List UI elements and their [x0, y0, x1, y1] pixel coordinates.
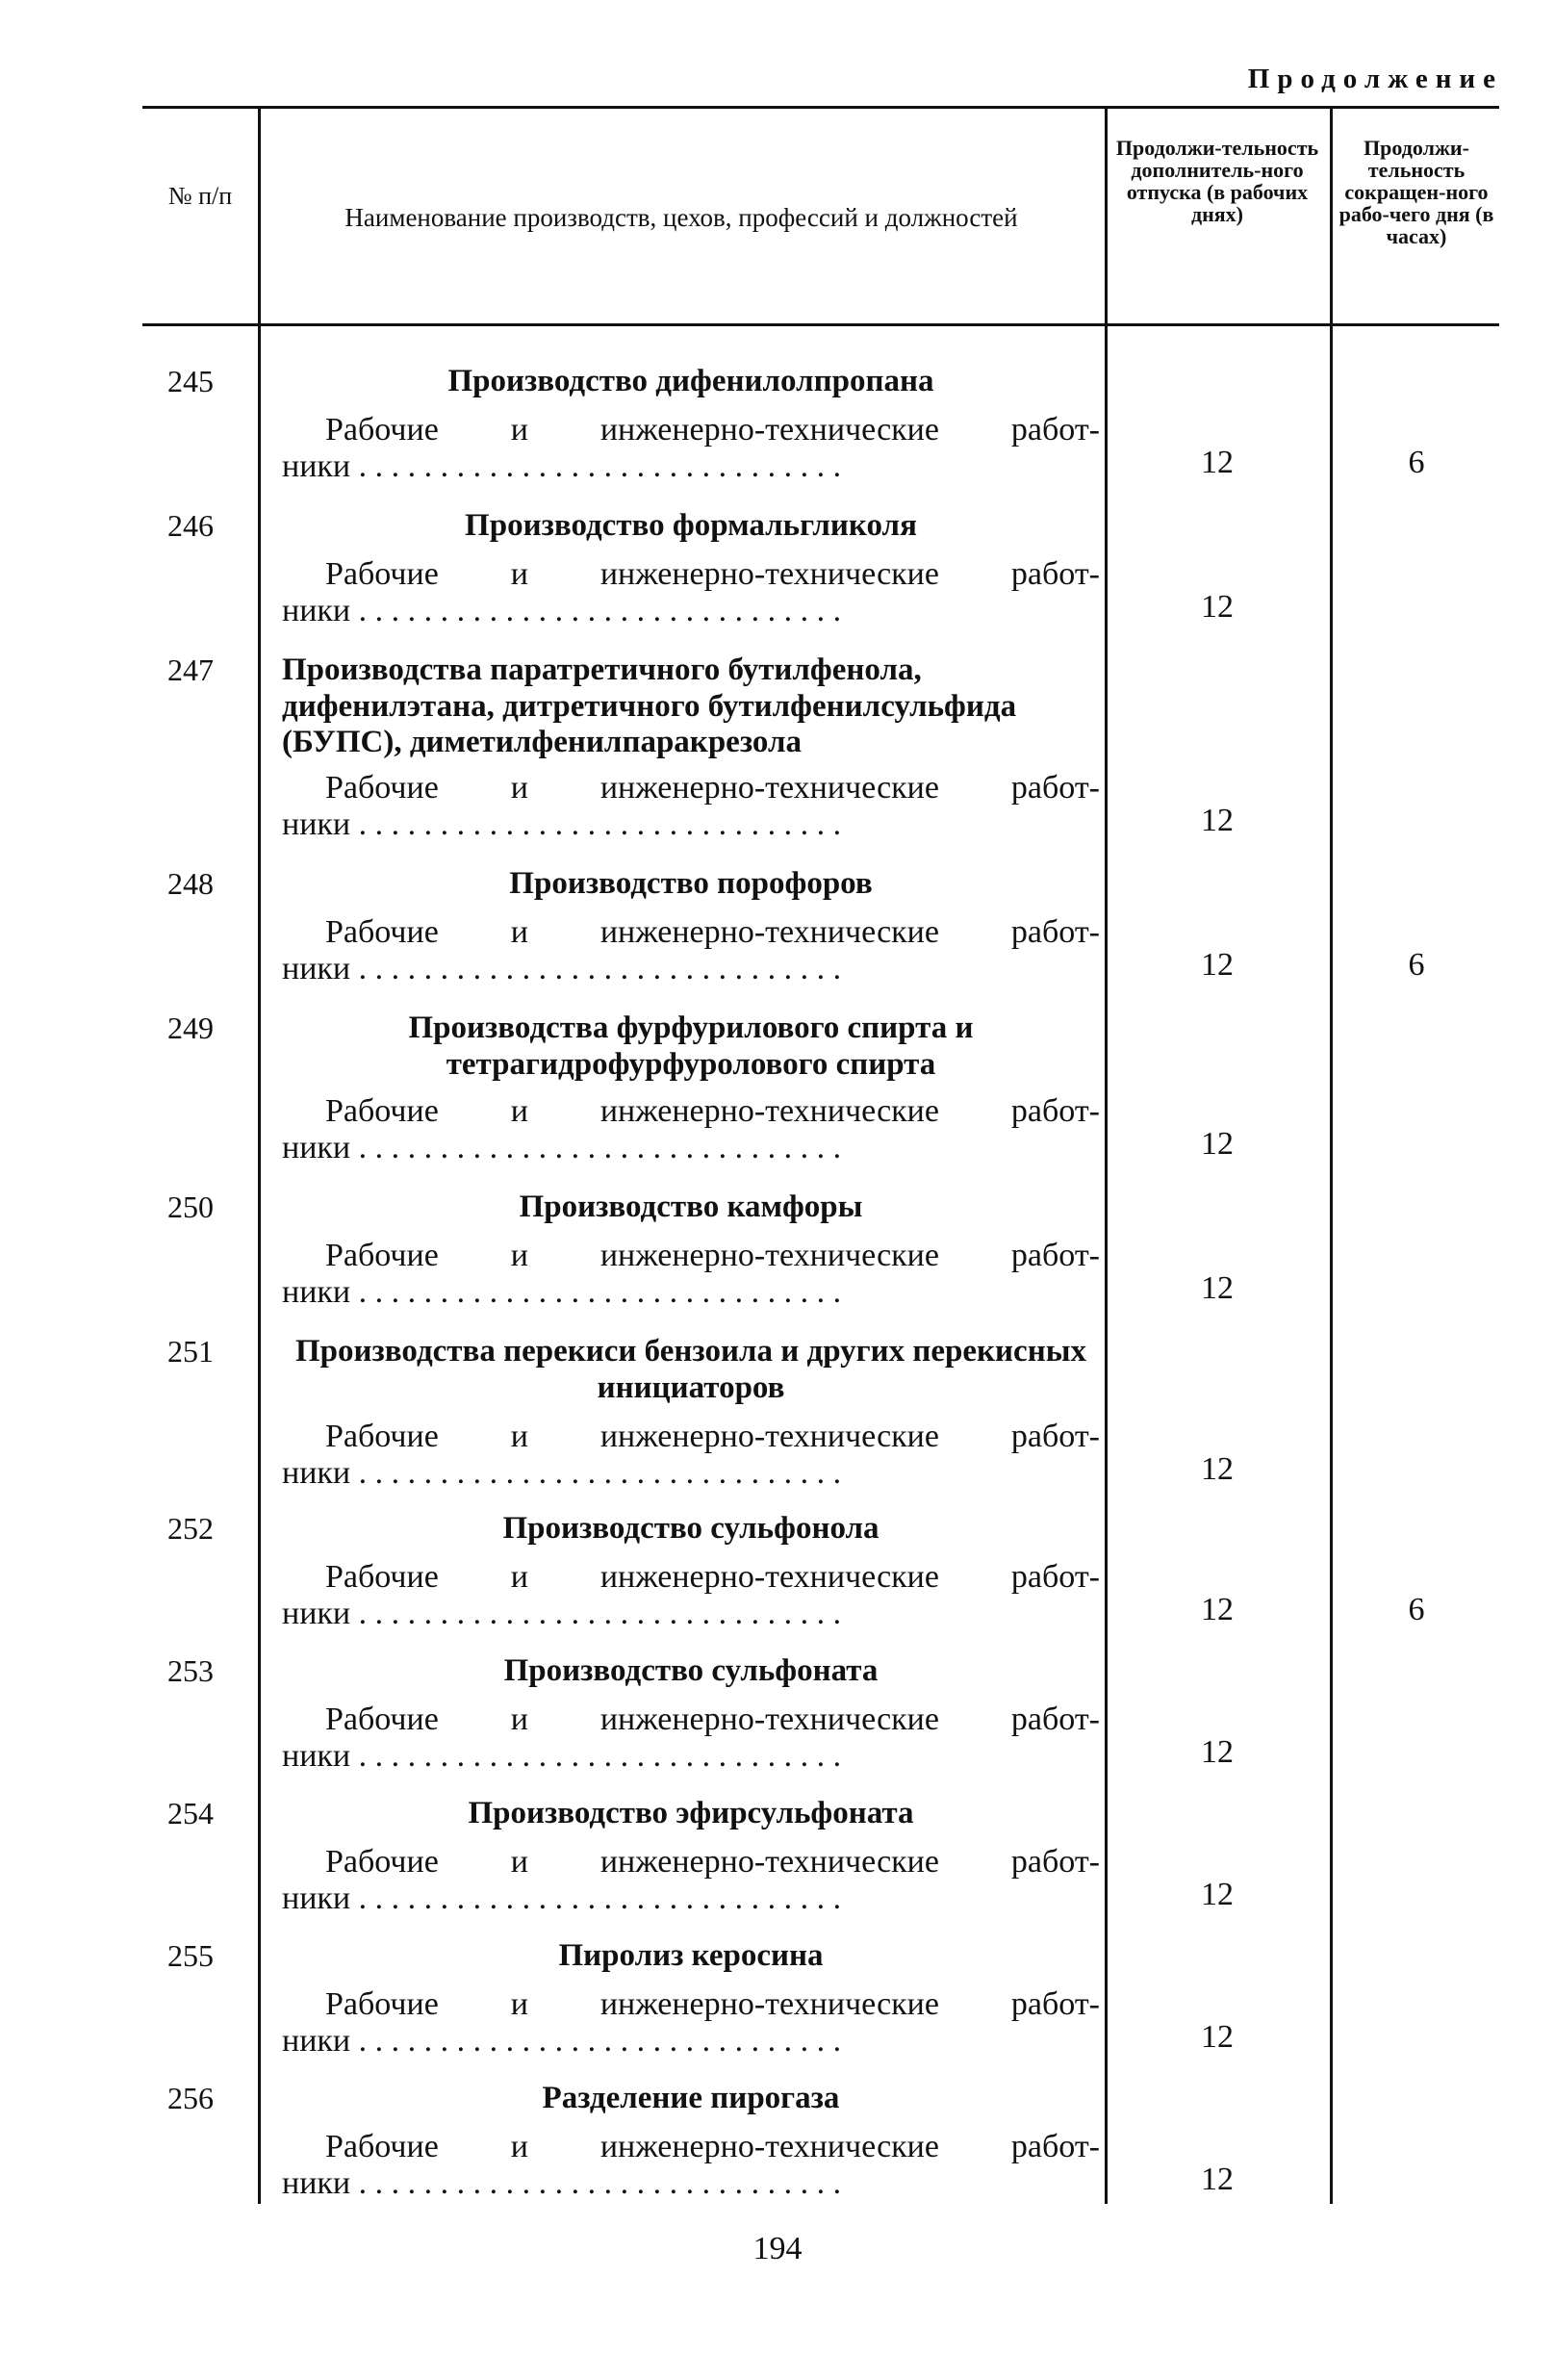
vacation-value: 12: [1201, 1270, 1234, 1306]
row-number: 248: [167, 866, 214, 901]
shortday-value: 6: [1408, 445, 1425, 480]
vacation-value: 12: [1201, 2162, 1234, 2197]
vacation-value: 12: [1201, 803, 1234, 838]
vacation-value: 12: [1201, 1734, 1234, 1770]
workers-line: [282, 1093, 1100, 1166]
workers-line: [282, 2129, 1100, 2202]
section-title: Разделение пирогаза: [542, 2081, 840, 2115]
header-shortday: Продолжи-тельность сокращен-ного рабо-чего дня (в часах): [1338, 136, 1494, 249]
workers-text: Рабочие и инженерно-технические работ-: [325, 1702, 1100, 1737]
section-title: Производства фурфурилового спирта и тетрагидрофурфуролового спирта: [408, 1011, 974, 1082]
shortday-value: 6: [1408, 947, 1425, 983]
section-title: Производство камфоры: [519, 1190, 863, 1224]
vacation-value: 12: [1201, 1451, 1234, 1487]
workers-text-cont: ники . . . . . . . . . . . . . . . . . . . . . . . . . . . . . .: [282, 1596, 842, 1632]
page-number: 194: [752, 2231, 803, 2266]
section-title: Производства перекиси бензоила и других перекисных инициаторов: [295, 1334, 1086, 1405]
shortday-value: 6: [1408, 1592, 1425, 1627]
vacation-value: 12: [1201, 947, 1234, 983]
column-divider: [1330, 106, 1333, 2204]
row-number: 254: [167, 1796, 214, 1830]
table-top-rule: [142, 106, 1499, 109]
vacation-value: 12: [1201, 589, 1234, 625]
workers-text: Рабочие и инженерно-технические работ-: [325, 1238, 1100, 1273]
workers-line: [282, 770, 1100, 843]
workers-text-cont: ники . . . . . . . . . . . . . . . . . . . . . . . . . . . . . .: [282, 1455, 842, 1492]
section-title: Производства паратретичного бутилфенола, дифенилэтана, дитретичного бутилфенилсульфида (БУПС), диметилфенилпаракрезола: [282, 653, 1017, 760]
workers-text-cont: ники . . . . . . . . . . . . . . . . . . . . . . . . . . . . . .: [282, 593, 842, 629]
workers-line: [282, 1419, 1100, 1492]
workers-text-cont: ники . . . . . . . . . . . . . . . . . . . . . . . . . . . . . .: [282, 951, 842, 987]
row-number: 246: [167, 508, 214, 543]
workers-text: Рабочие и инженерно-технические работ-: [325, 556, 1100, 592]
section-title: Производство сульфонола: [502, 1511, 879, 1546]
workers-text-cont: ники . . . . . . . . . . . . . . . . . . . . . . . . . . . . . .: [282, 1881, 842, 1917]
continuation-label: Продолжение: [1247, 64, 1503, 94]
column-divider: [1105, 106, 1108, 2204]
workers-text-cont: ники . . . . . . . . . . . . . . . . . . . . . . . . . . . . . .: [282, 1130, 842, 1166]
workers-text: Рабочие и инженерно-технические работ-: [325, 2129, 1100, 2164]
workers-line: [282, 1702, 1100, 1775]
workers-line: [282, 1559, 1100, 1632]
row-number: 255: [167, 1938, 214, 1973]
workers-line: [282, 914, 1100, 987]
header-name: Наименование производств, цехов, профессий и должностей: [344, 203, 1018, 232]
vacation-value: 12: [1201, 1877, 1234, 1912]
section-title: Пиролиз керосина: [558, 1938, 824, 1973]
workers-line: [282, 1238, 1100, 1311]
workers-text-cont: ники . . . . . . . . . . . . . . . . . . . . . . . . . . . . . .: [282, 1738, 842, 1775]
workers-text: Рабочие и инженерно-технические работ-: [325, 770, 1100, 806]
workers-line: [282, 556, 1100, 629]
workers-text-cont: ники . . . . . . . . . . . . . . . . . . . . . . . . . . . . . .: [282, 806, 842, 843]
workers-text: Рабочие и инженерно-технические работ-: [325, 1844, 1100, 1880]
section-title: Производство дифенилолпропана: [447, 364, 934, 398]
workers-line: [282, 1844, 1100, 1917]
workers-text: Рабочие и инженерно-технические работ-: [325, 1559, 1100, 1595]
benefits-table: [142, 106, 1499, 2204]
workers-text: Рабочие и инженерно-технические работ-: [325, 914, 1100, 950]
row-number: 252: [167, 1511, 214, 1546]
workers-line: [282, 412, 1100, 485]
workers-text-cont: ники . . . . . . . . . . . . . . . . . . . . . . . . . . . . . .: [282, 1274, 842, 1311]
section-title: Производство формальгликоля: [465, 508, 917, 543]
workers-text-cont: ники . . . . . . . . . . . . . . . . . . . . . . . . . . . . . .: [282, 2165, 842, 2202]
vacation-value: 12: [1201, 445, 1234, 480]
section-title: Производство эфирсульфоната: [468, 1796, 914, 1830]
row-number: 247: [167, 653, 214, 687]
workers-text-cont: ники . . . . . . . . . . . . . . . . . . . . . . . . . . . . . .: [282, 2023, 842, 2060]
workers-text: Рабочие и инженерно-технические работ-: [325, 412, 1100, 448]
row-number: 256: [167, 2081, 214, 2115]
vacation-value: 12: [1201, 1592, 1234, 1627]
header-vacation: Продолжи-тельность дополнитель-ного отпуска (в рабочих днях): [1115, 136, 1319, 227]
section-title: Производство порофоров: [509, 866, 873, 901]
workers-text: Рабочие и инженерно-технические работ-: [325, 1986, 1100, 2022]
workers-text-cont: ники . . . . . . . . . . . . . . . . . . . . . . . . . . . . . .: [282, 448, 842, 485]
column-divider: [258, 106, 261, 2204]
row-number: 251: [167, 1334, 214, 1369]
row-number: 250: [167, 1190, 214, 1224]
section-title: Производство сульфоната: [503, 1653, 879, 1688]
workers-line: [282, 1986, 1100, 2060]
workers-text: Рабочие и инженерно-технические работ-: [325, 1093, 1100, 1129]
vacation-value: 12: [1201, 1126, 1234, 1162]
workers-text: Рабочие и инженерно-технические работ-: [325, 1419, 1100, 1454]
table-header-rule: [142, 323, 1499, 326]
vacation-value: 12: [1201, 2019, 1234, 2055]
header-num: № п/п: [167, 182, 233, 210]
row-number: 245: [167, 364, 214, 398]
row-number: 253: [167, 1653, 214, 1688]
row-number: 249: [167, 1011, 214, 1045]
